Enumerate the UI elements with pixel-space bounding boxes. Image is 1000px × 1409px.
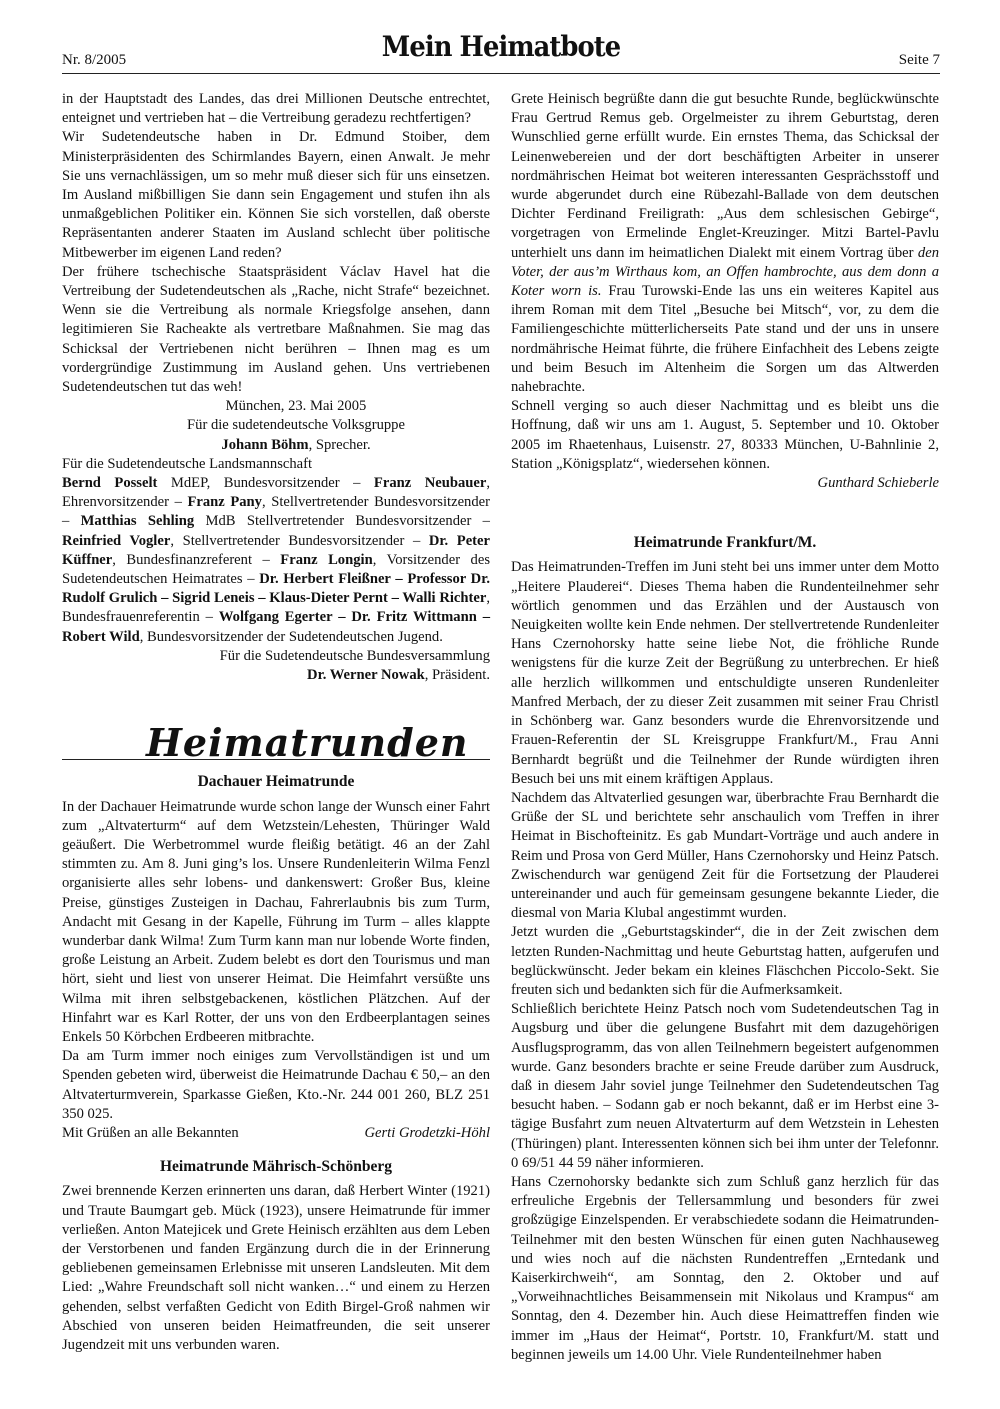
maehrisch-paragraph: Zwei brennende Kerzen erinnerten uns daran, daß Herbert Winter (1921) und Traute Baumgart geb. Mück (1923), unsere Heimatrunde für immer verließen. Anton Matejicek und Grete Heinisch erzählten aus dem Leben der Verstorbenen und fanden Ergänzung durch die in der Erinnerung gebliebenen gemeinsamen Erlebnisse mit unseren Landsleuten. Mit dem Lied: „Wahre Freundschaft soll nicht wanken…“ und einem zu Herzen gehenden, selbst verfaßten Gedicht von Edith Birgel-Groß nahmen wir Abschied von unseren beiden Heimatfreunden, die seit unserer Jugendzeit mit uns verbunden waren. <box>62 1183 490 1353</box>
masthead-logo: Mein Heimatbote <box>381 30 621 63</box>
board-role: , Bundesfrauenreferentin – <box>62 590 490 626</box>
board-role: , Ehrenvorsitzender – <box>62 475 490 511</box>
signer-johann-boehm <box>62 436 490 455</box>
board-role: MdB Stellvertretender Bundesvorsitzender – <box>194 513 490 530</box>
signer-role: , Sprecher. <box>308 436 371 453</box>
board-name: Wolfgang Egerter – Dr. Fritz Wittmann – Robert Wild <box>62 609 490 645</box>
board-name: Matthias Sehling <box>80 513 195 530</box>
board-name: Dr. Herbert Fleißner – Professor Dr. Rudolf Grulich – Sigrid Leneis – Klaus-Dieter Pernt – Walli Richter <box>62 571 490 607</box>
board-role: MdEP, Bundesvorsitzender – <box>157 475 374 492</box>
maehrisch-heading: Heimatrunde Mährisch-Schönberg <box>159 1158 393 1176</box>
left-column <box>62 90 490 1355</box>
for-landsmannschaft: Für die Sudetendeutsche Landsmannschaft <box>62 455 313 472</box>
signer-role: , Präsident. <box>424 667 490 684</box>
board-role: , Bundesvorsitzender der Sudetendeutschen Jugend. <box>139 628 443 645</box>
maehrisch-closing-paragraph: Schnell verging so auch dieser Nachmittag und es bleibt uns die Hoffnung, daß wir uns am 1. August, 5. September und 10. Oktober 2005 im Rhaetenhaus, Luisenstr. 27, 80333 München, U-Bahnlinie 2, Station „Königsplatz“, wiedersehen können. <box>511 398 939 472</box>
maehrisch-author <box>511 474 939 493</box>
text-run: Frau Turowski-Ende las uns ein weiteres Kapitel aus ihrem Roman mit dem Titel „Besuche bei Mitsch“, vor, zu dem die Familiengeschichte mütterlicherseits Pate stand und der uns in unsere nordmährische Heimat führte, die frühere Einfachheit des Lebens zeigte und beim Besuch im Altenheim die Sorgen um das Altwerden nahebrachte. <box>511 283 939 396</box>
page-header <box>62 30 940 70</box>
author-name: Gunthard Schieberle <box>817 475 939 492</box>
intro-paragraph: Wir Sudetendeutsche haben in Dr. Edmund Stoiber, dem Ministerpräsidenten des Schirmlandes Bayern, einen Anwalt. Je mehr Sie uns vernachlässigen, um so mehr muß dieser sich für uns einsetzen. Im Ausland mißbilligen Sie dann sein Engagement und stufen ihn als unmaßgeblichen Politiker ein. Können Sie sich vorstellen, daß oberste Repräsentanten anderer Staaten im Ausland schlecht über politische Mitbewerber im eigenen Land reden? <box>62 129 490 261</box>
intro-paragraph: Der frühere tschechische Staatspräsident Václav Havel hat die Vertreibung der Sudetendeutschen als „Rache, nicht Strafe“ bezeichnet. Wenn sie die Vertreibung als normale Kriegsfolge ansehen, dann legitimieren Sie Racheakte als vertretbare Maßnahmen. Sie mag das Schicksal der Vertriebenen nicht berühren – Ihnen mag es um vordergründige Zustimmung im Ausland gehen. Uns vertriebenen Sudetendeutschen tut das weh! <box>62 263 490 396</box>
board-role: , Stellvertretender Bundesvorsitzender – <box>170 532 429 549</box>
frankfurt-paragraph: Das Heimatrunden-Treffen im Juni steht bei uns immer unter dem Motto „Heitere Plauderei“. Dieses Thema haben die Rundenteilnehmer sehr wörtlich genommen und das Erzählen und der Austausch von Neuigkeiten wollte kein Ende nehmen. Der stellvertretende Rundenleiter Hans Czernohorsky hatte seine liebe Not, die fröhliche Runde wenigstens für die kurze Zeit der Begrüßung zu unterbrechen. Er hieß alle herzlich willkommen und entschuldigte unseren Rundenleiter Manfred Merbach, der zu dieser Zeit zusammen mit seiner Frau Christl in Schönberg war. Ganz besonders wurde die Ehrenvorsitzende und Frauen-Referentin der SL Kreisgruppe Frankfurt/M., Frau Anni Bernhardt begrüßt und die Teilnehmer der Runde würdigten ihren Besuch bei uns mit einem kräftigen Applaus. <box>511 559 939 787</box>
for-assembly: Für die Sudetendeutsche Bundesversammlung <box>219 647 490 664</box>
place-date: München, 23. Mai 2005 <box>225 398 367 415</box>
header-rule <box>62 73 940 74</box>
right-column <box>511 90 939 1365</box>
frankfurt-paragraph: Nachdem das Altvaterlied gesungen war, überbrachte Frau Bernhardt die Grüße der SL und berichtete sehr anschaulich vom Treffen in ihrer Heimat in Bischofteinitz. Es gab Mundart-Vorträge und auch andere in Reim und Prosa von Gerd Müller, Hans Czernohorsky und Heinz Patsch. Zwischendurch war genügend Zeit für die Fortsetzung der Plauderei untereinander und auch für gemeinsam gesungene bekannte Lieder, die diesmal von Maria Klubal angestimmt wurden. <box>511 789 939 922</box>
dachau-paragraph: Da am Turm immer noch einiges zum Vervollständigen ist und um Spenden gebeten wird, überweist die Heimatrunde Dachau € 50,– an den Altvaterturmverein, Sparkasse Gießen, Kto.-Nr. 244 001 260, BLZ 251 350 025. <box>62 1048 490 1122</box>
board-name: Reinfried Vogler <box>62 532 171 549</box>
dachau-greeting: Mit Grüßen an alle Bekannten <box>62 1124 239 1141</box>
dachau-heading: Dachauer Heimatrunde <box>197 773 355 791</box>
frankfurt-paragraph: Jetzt wurden die „Geburtstagskinder“, die in der Zeit zwischen dem letzten Runden-Nachmittag und heute Geburtstag hatten, aufgerufen und beglückwünscht. Jeder bekam ein kleines Fläschchen Piccolo-Sekt. Sie freuten sich und bedankten sich für die Aufmerksamkeit. <box>511 924 939 998</box>
board-role: , Stellvertretender Bundesvorsitzender – <box>62 494 490 530</box>
maehrisch-continued-paragraph <box>511 90 939 397</box>
board-name: Dr. Peter Küffner <box>62 532 490 568</box>
intro-paragraph: in der Hauptstadt des Landes, das drei Millionen Deutsche entrechtet, enteignet und vertrieben hat – die Vertreibung geradezu rechtfertigen? <box>62 91 490 127</box>
signer-werner-nowak <box>62 666 490 685</box>
signer-name: Johann Böhm <box>221 436 309 453</box>
board-name: Franz Neubauer <box>373 475 487 492</box>
page-number: Seite 7 <box>898 52 940 68</box>
dialect-quote: den Voter, der aus’m Wirthaus kom, an Offen hambrochte, aus dem donn a Koter worn is. <box>511 244 939 300</box>
dachau-author: Gerti Grodetzki-Höhl <box>364 1124 490 1141</box>
signer-name: Dr. Werner Nowak <box>307 667 425 684</box>
for-group: Für die sudetendeutsche Volksgruppe <box>187 417 405 434</box>
board-name: Franz Longin <box>280 551 373 568</box>
board-role: , Vorsitzender des Sudetendeutschen Heimatrates – <box>62 551 490 588</box>
dachau-signoff <box>62 1124 490 1143</box>
board-role: , Bundesfinanzreferent – <box>112 551 281 568</box>
board-list <box>62 474 490 647</box>
frankfurt-heading: Heimatrunde Frankfurt/M. <box>633 534 817 552</box>
issue-number: Nr. 8/2005 <box>62 52 127 68</box>
board-name: Bernd Posselt <box>62 475 158 492</box>
dachau-paragraph: In der Dachauer Heimatrunde wurde schon lange der Wunsch einer Fahrt zum „Altvaterturm“ auf dem Wetzstein/Lehesten, Thüringer Wald geäußert. Die Werbetrommel wurde fleißig betätigt. 46 an der Zahl stimmten zu. Am 8. Juni ging’s los. Unsere Rundenleiterin Wilma Fenzl organisierte alles sehr lobens- und dankenswert: Großer Bus, kleine Preise, günstiges Zusteigen in Dachau, Fahrerlaubnis bis zum Turm, Andacht mit Gesang in der Kapelle, Führung im Turm – alles klappte wunderbar dank Wilma! Zum Turm kann man nur lobende Worte finden, große Leistung an Arbeit. Zudem belebt es dort den Tourismus und man hört, sieht und liest von unserer Heimat. Die Heimfahrt versüßte uns Wilma mit ihren selbstgebackenen, köstlichen Plätzchen. Auf der Hinfahrt war es Karl Rotter, der uns von den Erdbeerplantagen seines Enkels 50 Körbchen Erdbeeren mitbrachte. <box>62 798 490 1045</box>
board-name: Franz Pany <box>187 494 262 511</box>
section-title-heimatrunden: Heimatrunden <box>146 720 469 766</box>
text-run: Grete Heinisch begrüßte dann die gut besuchte Runde, beglückwünschte Frau Gertrud Remus geb. Orgelmeister zu ihrem Geburtstag, deren Wunschlied gerne erfüllt wurde. Ein ernstes Thema, das Schicksal der Leinenwebereien und der dort beschäftigten Arbeiter in unserer nordmährischen Heimat bot weiteren interessanten Gesprächsstoff und wurde abgerundet durch eine Rübezahl-Ballade von dem deutschen Dichter Ferdinand Freiligrath: „Aus dem schlesischen Gebirge“, vorgetragen von Ermelinde Englet-Kreuzinger. Mitzi Bartel-Pavlu unterhielt uns dann im heimatlichen Dialekt mit einem Vortrag über <box>511 91 939 261</box>
frankfurt-paragraph: Hans Czernohorsky bedankte sich zum Schluß ganz herzlich für das erfreuliche Ergebnis der Tellersammlung und besonders für zwei großzügige Einzelspenden. Er verabschiedete sodann die Heimatrunden-Teilnehmer mit den besten Wünschen für einen guten Nachhauseweg und wies noch auf die nächsten Rundentreffen „Erntedank und Kaiserkirchweih“, am Sonntag, den 2. Oktober und auf „Vorweihnachtliches Beisammensein mit Nikolaus und Krampus“ am Sonntag, den 4. Dezember hin. Auch diese Heimattreffen finden wie immer im „Haus der Heimat“, Portstr. 10, Frankfurt/M. statt und beginnen jeweils um 14.00 Uhr. Viele Rundenteilnehmer haben <box>511 1173 939 1363</box>
frankfurt-paragraph: Schließlich berichtete Heinz Patsch noch vom Sudetendeutschen Tag in Augsburg und über die gelungene Busfahrt mit dem dazugehörigen Ausflugsprogramm, das von allen Teilnehmern begeistert aufgenommen wurde. Ganz besonders brachte er seine Freude darüber zum Ausdruck, daß in diesem Jahr soviel junge Teilnehmer den Sudetendeutschen Tag besucht haben. – Sodann gab er noch bekannt, daß er im Herbst eine 3-tägige Busfahrt zum neuen Altvaterturm auf dem Wetzstein in Lehesten (Thüringen) plant. Interessenten können sich bei ihm unter der Telefonnr. 0 69/51 44 59 näher informieren. <box>511 1001 939 1171</box>
